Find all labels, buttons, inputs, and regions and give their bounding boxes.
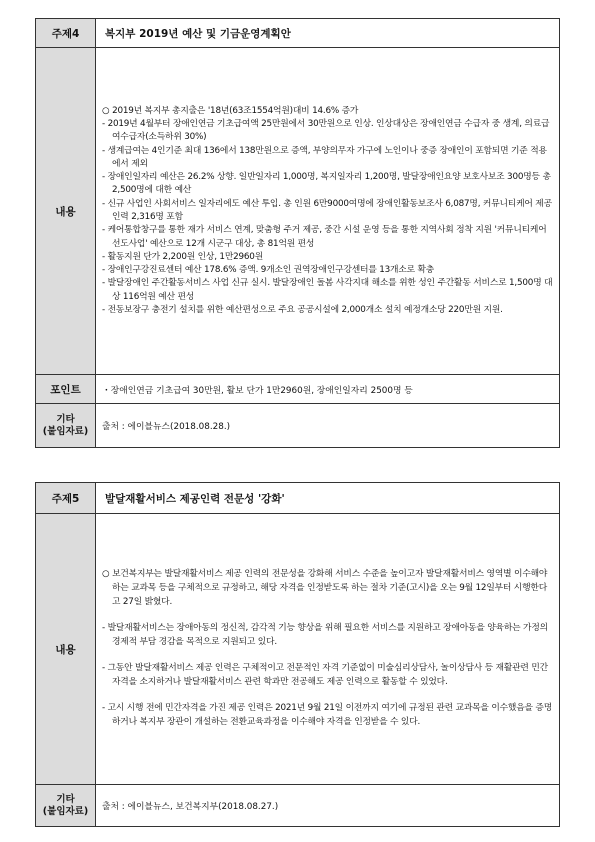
topic5-label: 주제5 <box>36 483 96 514</box>
etc-sublabel: (붙임자료) <box>42 805 89 817</box>
topic5-content-label: 내용 <box>36 514 96 785</box>
topic4-point-label: 포인트 <box>36 375 96 404</box>
topic4-point: ・장애인연금 기초급여 30만원, 활보 단가 1만2960원, 장애인일자리 2500명 등 <box>96 375 560 404</box>
topic5-paragraph: - 그동안 발달재활서비스 제공 인력은 구체적이고 전문적인 자격 기준없이 미술심리상담사, 놀이상담사 등 재활관련 민간자격을 소지하거나 발달재활서비스 관련 학과만 전공해도 제공 인력으로 활동할 수 있었다. <box>102 663 548 687</box>
topic4-item: - 2019년 4월부터 장애인연금 기초급여액 25만원에서 30만원으로 인상. 인상대상은 장애인연금 수급자 중 생계, 의료급여수급자(소득하위 30%) <box>102 118 550 143</box>
topic5-title: 발달재활서비스 제공인력 전문성 '강화' <box>96 483 560 514</box>
etc-sublabel: (붙임자료) <box>42 425 89 437</box>
topic5-etc-label <box>36 785 96 827</box>
topic4-source: 출처 : 에이블뉴스(2018.08.28.) <box>96 404 560 448</box>
topic4-item: - 케어통합창구를 통한 재가 서비스 연계, 맞춤형 주거 제공, 중간 시설 운영 등을 통한 지역사회 정착 지원 '커뮤니티케어 선도사업' 예산으로 12개 시군구 대상, 총 81억원 편성 <box>102 225 547 249</box>
topic5-paragraph: - 고시 시행 전에 민간자격을 가진 제공 인력은 2021년 9월 21일 이전까지 여기에 규정된 관련 교과목을 이수했음을 증명하거나 복지부 장관이 개설하는 전환교육과정을 이수해야 자격을 인정받을 수 있다. <box>102 703 552 728</box>
topic4-item: - 발달장애인 주간활동서비스 사업 신규 실시. 발달장애인 돌봄 사각지대 해소를 위한 성인 주간활동 서비스로 1,500명 대상 116억원 예산 편성 <box>102 278 553 302</box>
topic4-item: - 생계급여는 4인기준 최대 136에서 138만원으로 증액, 부양의무자 가구에 노인이나 중증 장애인이 포함되면 기준 적용에서 제외 <box>102 145 547 169</box>
topic4-item: - 장애인일자리 예산은 26.2% 상향. 일반일자리 1,000명, 복지일자리 1,200명, 발달장애인요양 보호사보조 300명등 총 2,500명에 대한 예산 <box>102 172 551 196</box>
topic4-item: - 전동보장구 충전기 설치를 위한 예산편성으로 주요 공공시설에 2,000개소 설치 예정개소당 220만원 지원. <box>102 305 503 316</box>
topic4-item: - 장애인구강진료센터 예산 178.6% 증액. 9개소인 권역장애인구강센터를 13개소로 확충 <box>102 265 435 276</box>
topic4-content-label: 내용 <box>36 48 96 375</box>
etc-label: 기타 <box>56 413 75 425</box>
etc-label: 기타 <box>56 793 75 805</box>
topic5-content <box>96 514 560 785</box>
topic5-paragraph: ○ 보건복지부는 발달재활서비스 제공 인력의 전문성을 강화해 서비스 수준을 높이고자 발달재활서비스 영역별 이수해야 하는 교과목 등을 구체적으로 규정하고, 해당 자격을 인정받도록 하는 절차 기준(고시)을 오는 9월 12일부터 시행한다고 27일 밝혔다. <box>102 569 548 607</box>
topic5-table <box>35 482 560 827</box>
topic4-item: ○ 2019년 복지부 총지출은 '18년(63조1554억원)대비 14.6% 증가 <box>102 105 359 116</box>
topic4-label: 주제4 <box>36 19 96 48</box>
topic4-content <box>96 48 560 375</box>
topic4-item: - 활동지원 단가 2,200원 인상, 1만2960원 <box>102 251 263 262</box>
topic4-table <box>35 18 560 448</box>
topic4-title: 복지부 2019년 예산 및 기금운영계획안 <box>96 19 560 48</box>
topic4-item: - 신규 사업인 사회서비스 일자리에도 예산 투입. 총 인원 6만9000여명에 장애인활동보조사 6,087명, 커뮤니티케어 제공인력 2,316명 포함 <box>102 198 552 222</box>
topic4-etc-label <box>36 404 96 448</box>
topic5-source: 출처 : 에이블뉴스, 보건복지부(2018.08.27.) <box>96 785 560 827</box>
topic5-paragraph: - 발달재활서비스는 장애아동의 정신적, 감각적 기능 향상을 위해 필요한 서비스를 지원하고 장애아동을 양육하는 가정의 경제적 부담 경감을 목적으로 지원되고 있다. <box>102 623 548 647</box>
